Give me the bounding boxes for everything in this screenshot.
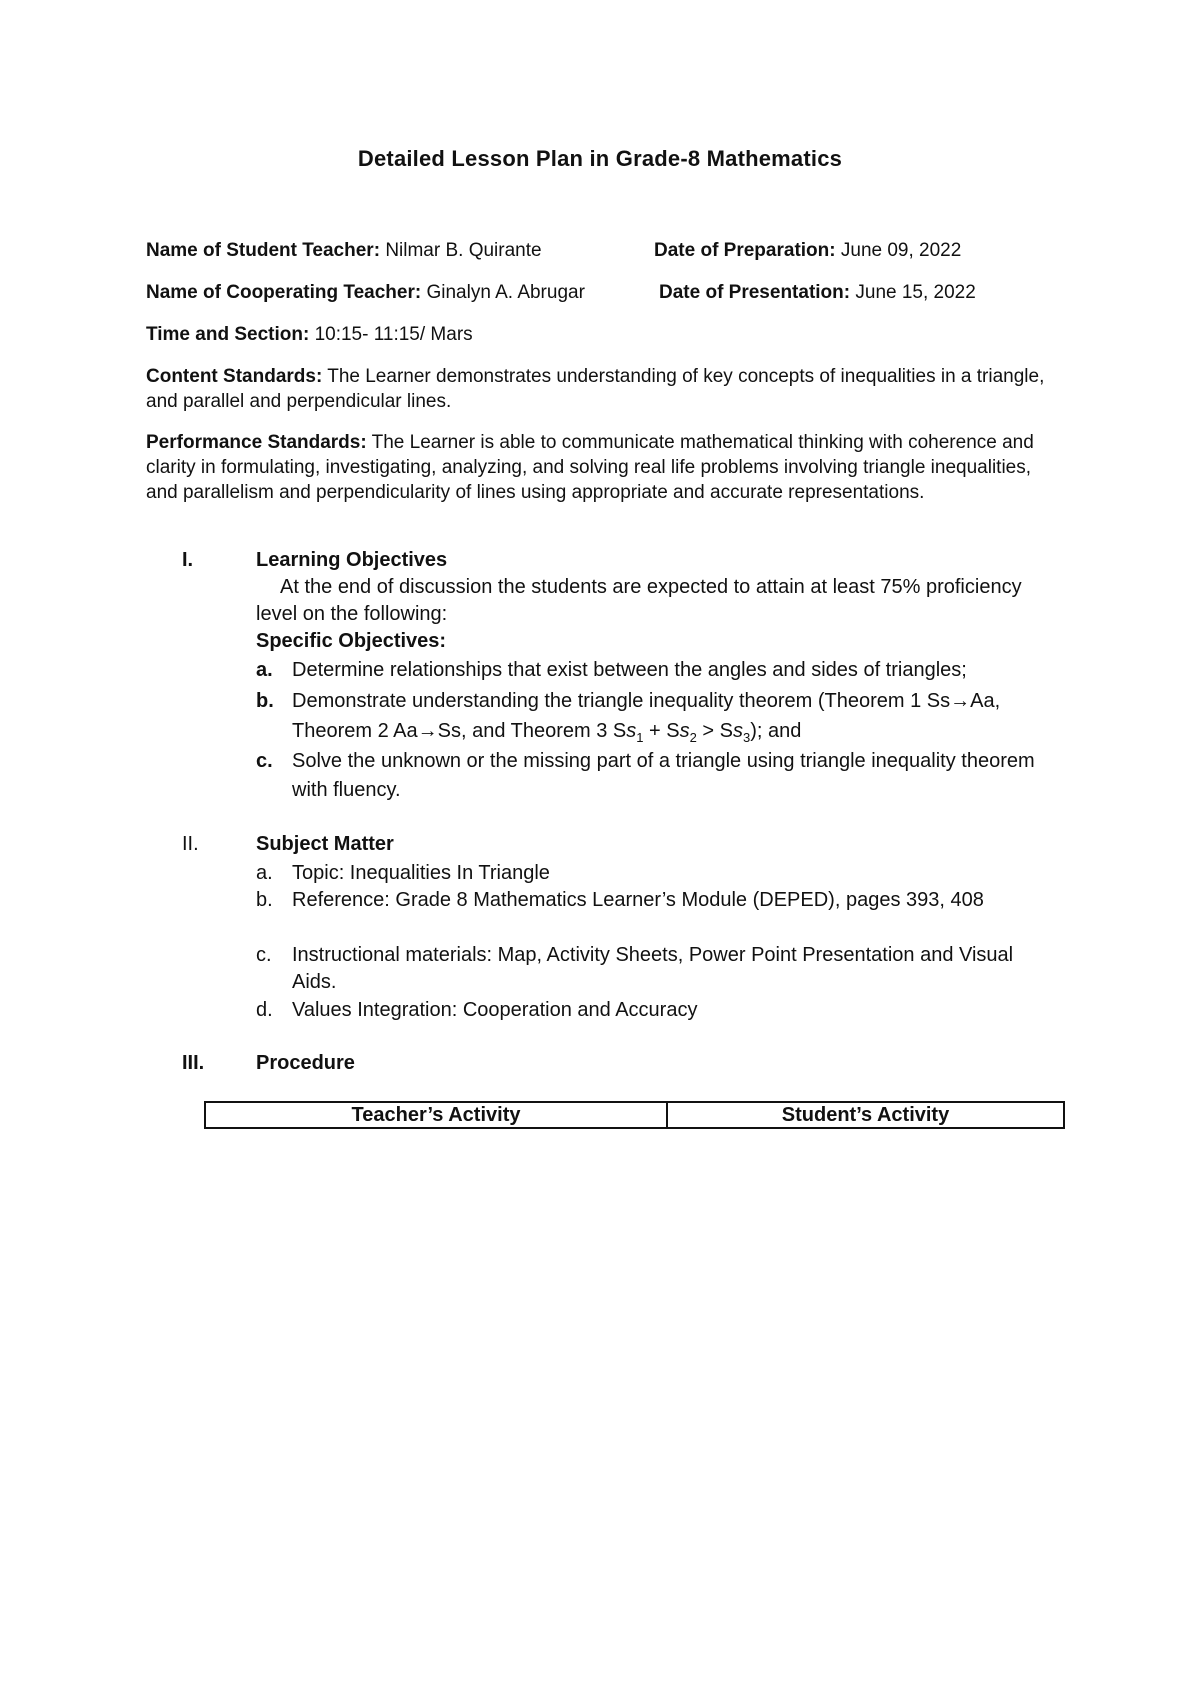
subject-item-b <box>256 887 1056 914</box>
list-item-text: Determine relationships that exist between the angles and sides of triangles; <box>292 659 967 681</box>
performance-standards-text: The Learner is able to communicate mathematical thinking with coherence and clarity in formulating, investigating, analyzing, and solving real life problems involving triangle inequalities, and parallelism and perpendicularity of lines using appropriate and accurate representations. <box>146 432 1034 503</box>
date-presentation-field <box>659 282 976 304</box>
list-marker: c. <box>256 750 273 772</box>
date-preparation-value: June 09, 2022 <box>840 240 962 261</box>
student-activity-header: Student’s Activity <box>667 1102 1064 1128</box>
page-title: Detailed Lesson Plan in Grade-8 Mathematics <box>357 146 843 171</box>
objective-item-c <box>256 747 1056 805</box>
subject-item-d <box>256 997 1056 1024</box>
list-item-text: Instructional materials: Map, Activity Sheets, Power Point Presentation and Visual Aids. <box>292 944 1014 993</box>
list-marker: d. <box>256 999 273 1021</box>
objective-item-b <box>256 686 1056 753</box>
list-marker: a. <box>256 862 273 884</box>
objectives-intro: At the end of discussion the students are expected to attain at least 75% proficiency level on the following: <box>256 576 1022 625</box>
list-marker: b. <box>256 889 273 911</box>
list-item-text: Values Integration: Cooperation and Accuracy <box>292 999 698 1021</box>
performance-standards-label: Performance Standards: <box>146 432 367 453</box>
date-presentation-value: June 15, 2022 <box>855 282 976 303</box>
cooperating-teacher-value: Ginalyn A. Abrugar <box>426 282 585 303</box>
procedure-table-header-row <box>205 1102 1064 1128</box>
student-teacher-value: Nilmar B. Quirante <box>385 240 542 261</box>
date-presentation-label: Date of Presentation: <box>659 282 851 303</box>
student-teacher-field <box>146 240 542 262</box>
time-section-field <box>146 324 473 346</box>
content-standards-label: Content Standards: <box>146 366 323 387</box>
list-item-text: Demonstrate understanding the triangle inequality theorem (Theorem 1 Ss→Aa, Theorem 2 Aa→Ss, and Theorem 3 $Ss_1 + Ss_2 > Ss_3$); and <box>292 690 1001 745</box>
student-teacher-label: Name of Student Teacher: <box>146 240 381 261</box>
date-preparation-field <box>654 240 961 262</box>
section-iii-heading: Procedure <box>256 1052 355 1074</box>
section-iii-number: III. <box>182 1052 205 1074</box>
time-section-label: Time and Section: <box>146 324 310 345</box>
subject-item-a <box>256 860 1056 887</box>
list-item-text: Topic: Inequalities In Triangle <box>292 862 550 884</box>
list-marker: c. <box>256 944 272 966</box>
list-item-text: Solve the unknown or the missing part of a triangle using triangle inequality theorem with fluency. <box>292 750 1035 801</box>
objective-item-a <box>256 657 1056 684</box>
list-marker: b. <box>256 690 274 712</box>
date-preparation-label: Date of Preparation: <box>654 240 836 261</box>
performance-standards <box>146 430 1064 505</box>
section-ii-number: II. <box>182 833 199 855</box>
procedure-table <box>204 1101 1065 1129</box>
section-i-heading: Learning Objectives <box>256 549 448 571</box>
specific-objectives-label: Specific Objectives: <box>256 630 447 652</box>
content-standards <box>146 364 1064 414</box>
section-i-number: I. <box>182 549 194 571</box>
time-section-value: 10:15- 11:15/ Mars <box>314 324 473 345</box>
section-ii-heading: Subject Matter <box>256 833 394 855</box>
list-marker: a. <box>256 659 273 681</box>
cooperating-teacher-label: Name of Cooperating Teacher: <box>146 282 422 303</box>
content-standards-text: The Learner demonstrates understanding of key concepts of inequalities in a triangle, and parallel and perpendicular lines. <box>146 366 1045 412</box>
list-item-text: Reference: Grade 8 Mathematics Learner’s Module (DEPED), pages 393, 408 <box>292 889 984 911</box>
cooperating-teacher-field <box>146 282 585 304</box>
teacher-activity-header: Teacher’s Activity <box>205 1102 667 1128</box>
subject-item-c <box>256 942 1056 996</box>
